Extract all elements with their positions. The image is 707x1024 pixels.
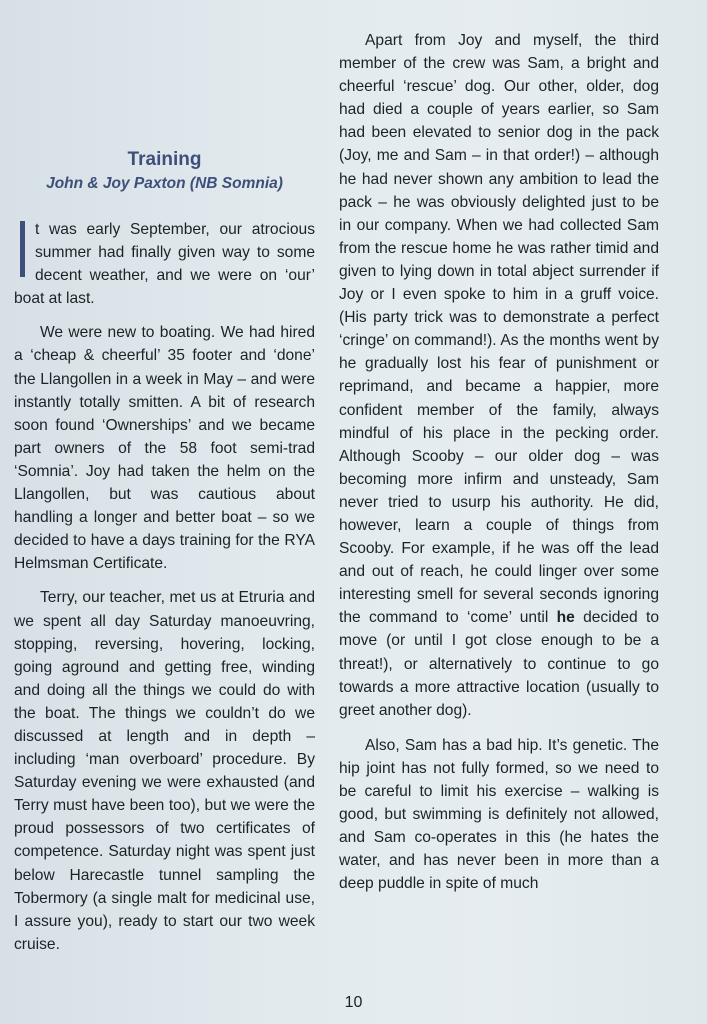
right-paragraph-1: Apart from Joy and myself, the third member of the crew was Sam, a bright and cheerful ‘rescue’ dog. Our other, older, dog had died a couple of years earlier, so Sam had been elevated to senior dog in the pack (Joy, me and Sam – in that order!) – although he had never shown any ambition to lead the pack – he was obviously delighted just to be in our company. When we had collected Sam from the rescue home he was rather timid and given to lying down in total abject surrender if Joy or I even spoke to him in a gruff voice. (His party trick was to demonstrate a perfect ‘cringe’ on command!). As the months went by he gradually lost his fear of punishment or reprimand, and became a happier, more confident member of the family, always mindful of his place in the pecking order. Although Scooby – our older dog – was becoming more infirm and unsteady, Sam never tried to usurp his authority. He did, however, learn a couple of things from Scooby. For example, if he was off the lead and out of reach, he could linger over some interesting smell for several seconds ignoring the command to ‘come’ until he decided to move (or until I got close enough to be a threat!), or alternatively to continue to go towards a more attractive location (usually to greet another dog). xyxy=(339,32,659,719)
right-paragraph-2: Also, Sam has a bad hip. It’s genetic. The hip joint has not fully formed, so we need to be careful to limit his exercise – walking is good, but swimming is definitely not allowed, and Sam co-operates in this (he hates the water, and has never been in more than a deep puddle in spite of much xyxy=(339,736,659,893)
drop-cap-i xyxy=(20,221,25,277)
article-title: Training xyxy=(127,149,202,170)
left-paragraph-1: t was early September, our atrocious summer had finally given way to some decent weather, and we were on ‘our’ boat at last. xyxy=(14,221,315,308)
article-header xyxy=(14,148,315,194)
right-column xyxy=(339,29,659,907)
page-number: 10 xyxy=(344,994,363,1011)
article-byline: John & Joy Paxton (NB Somnia) xyxy=(46,175,283,192)
left-paragraph-2: We were new to boating. We had hired a ‘cheap & cheerful’ 35 footer and ‘done’ the Llangollen in a week in May – and were instantly totally smitten. A bit of research soon found ‘Ownerships’ and we became part owners of the 58 foot semi-trad ‘Somnia’. Joy had taken the helm on the Llangollen, but was cautious about handling a longer and better boat – so we decided to have a days training for the RYA Helmsman Certificate. xyxy=(14,324,315,573)
emphasis-he: he xyxy=(556,609,575,627)
left-paragraph-3: Terry, our teacher, met us at Etruria and we spent all day Saturday manoeuvring, stopping, reversing, hovering, locking, going aground and getting free, winding and doing all the things we could do with the boat. The things we couldn’t do we discussed at length and in depth – including ‘man overboard’ procedure. By Saturday evening we were exhausted (and Terry must have been too), but we were the proud possessors of two certificates of competence. Saturday night was spent just below Harecastle tunnel sampling the Tobermory (a single malt for medicinal use, I assure you), ready to start our two week cruise. xyxy=(14,589,315,953)
left-column xyxy=(14,218,315,967)
